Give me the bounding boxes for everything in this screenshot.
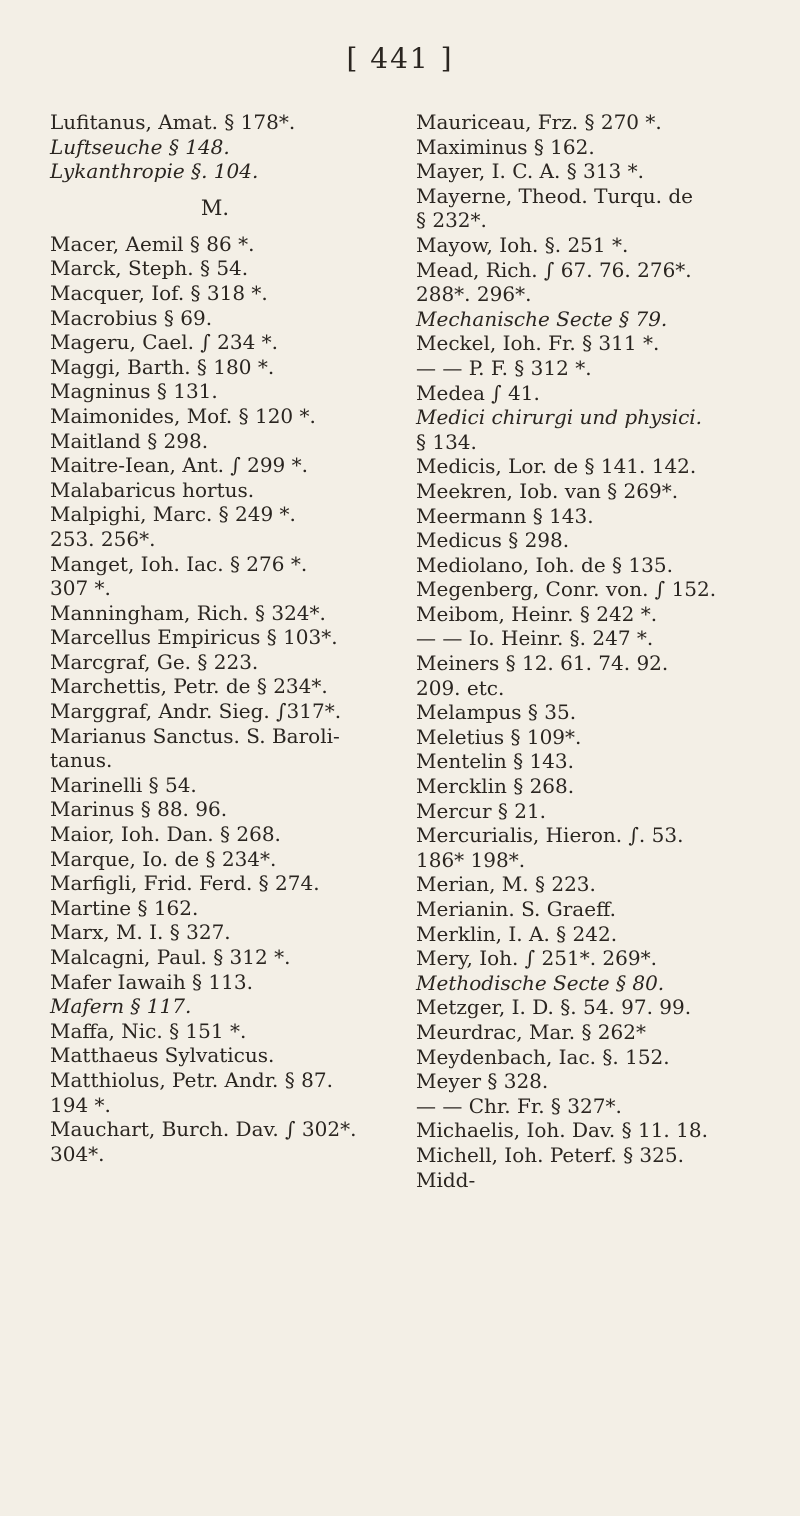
index-entry: Mauchart, Burch. Dav. ∫ 302*. (50, 1117, 357, 1142)
index-entry: Marx, M. I. § 327. (50, 920, 231, 945)
index-entry: Marinelli § 54. (50, 772, 197, 797)
index-entry: 307 *. (50, 576, 111, 601)
index-entry: Merianin. S. Graeff. (416, 897, 616, 921)
index-entry: Macer, Aemil § 86 *. (50, 231, 255, 256)
index-entry: Maitre-Iean, Ant. ∫ 299 *. (50, 453, 308, 478)
index-column-right (416, 110, 766, 1192)
index-entry: Marchettis, Petr. de § 234*. (50, 674, 328, 699)
index-entry: Manningham, Rich. § 324*. (50, 600, 326, 625)
index-entry: Mechanische Secte § 79. (416, 306, 668, 331)
index-entry: Mediolano, Ioh. de § 135. (416, 552, 673, 577)
index-entry: Mercur § 21. (416, 798, 547, 823)
letter-heading: M. (200, 195, 230, 220)
index-entry: 186* 198*. (416, 847, 526, 872)
index-entry: 288*. 296*. (416, 282, 532, 307)
index-entry: — — Chr. Fr. § 327*. (416, 1093, 622, 1118)
index-entry: Medici chirurgi und physici. (416, 405, 703, 430)
index-entry: Maffa, Nic. § 151 *. (50, 1018, 247, 1043)
index-entry: Metzger, I. D. §. 54. 97. 99. (416, 995, 692, 1020)
index-entry: tanus. (50, 748, 113, 773)
index-entry: Marinus § 88. 96. (50, 797, 228, 822)
index-entry: Mafern § 117. (50, 994, 192, 1019)
index-column-left (50, 110, 380, 1166)
index-entry: Meletius § 109*. (416, 724, 582, 749)
index-entry: Midd- (416, 1167, 476, 1192)
index-entry: Mery, Ioh. ∫ 251*. 269*. (416, 946, 657, 971)
index-entry: 253. 256*. (50, 526, 156, 551)
index-entry: Merklin, I. A. § 242. (416, 921, 618, 946)
index-entry: Malpighi, Marc. § 249 *. (50, 502, 296, 527)
index-entry: Malcagni, Paul. § 312 *. (50, 945, 291, 969)
index-entry: 194 *. (50, 1092, 111, 1117)
index-entry: Maitland § 298. (50, 428, 209, 453)
index-entry: Marck, Steph. § 54. (50, 256, 249, 281)
index-entry: Meermann § 143. (416, 503, 594, 528)
index-entry: Meurdrac, Mar. § 262* (416, 1019, 646, 1044)
index-entry: Mayer, I. C. A. § 313 *. (416, 159, 644, 184)
index-entry: Meyer § 328. (416, 1069, 549, 1094)
index-entry: Marcellus Empiricus § 103*. (50, 625, 338, 650)
index-entry: Merian, M. § 223. (416, 872, 596, 897)
index-entry: Michell, Ioh. Peterf. § 325. (416, 1142, 684, 1167)
index-entry: Marfigli, Frid. Ferd. § 274. (50, 871, 320, 896)
page-number: [ 441 ] (346, 42, 454, 75)
index-entry: Mageru, Cael. ∫ 234 *. (50, 330, 279, 355)
index-entry: Marggraf, Andr. Sieg. ∫317*. (50, 699, 342, 724)
index-entry: Methodische Secte § 80. (416, 970, 665, 995)
index-entry: § 232*. (416, 208, 487, 233)
index-entry: Megenberg, Conr. von. ∫ 152. (416, 577, 717, 602)
index-entry: Lufitanus, Amat. § 178*. (50, 110, 296, 134)
index-entry: Mauriceau, Frz. § 270 *. (416, 110, 662, 134)
index-entry: Mead, Rich. ∫ 67. 76. 276*. (416, 257, 692, 282)
index-entry: Meckel, Ioh. Fr. § 311 *. (416, 331, 660, 356)
index-entry: Mayow, Ioh. §. 251 *. (416, 232, 629, 257)
index-entry: Malabaricus hortus. (50, 477, 255, 502)
index-entry: Meekren, Iob. van § 269*. (416, 478, 679, 503)
index-entry: Mentelin § 143. (416, 749, 574, 774)
index-entry: Mercurialis, Hieron. ∫. 53. (416, 823, 684, 848)
index-entry: — — P. F. § 312 *. (416, 355, 592, 380)
index-entry: § 134. (416, 429, 477, 454)
index-entry: Melampus § 35. (416, 700, 577, 725)
index-entry: Medicus § 298. (416, 528, 570, 553)
index-entry: Lykanthropie §. 104. (50, 159, 259, 184)
index-entry: Michaelis, Ioh. Dav. § 11. 18. (416, 1118, 708, 1143)
index-entry: Macrobius § 69. (50, 305, 213, 330)
index-entry: Medicis, Lor. de § 141. 142. (416, 454, 697, 479)
index-entry: Martine § 162. (50, 895, 199, 920)
index-entry: Medea ∫ 41. (416, 380, 540, 405)
index-entry: 209. etc. (416, 675, 505, 700)
index-entry: Meiners § 12. 61. 74. 92. (416, 651, 669, 676)
index-entry: — — Io. Heinr. §. 247 *. (416, 626, 654, 651)
index-entry: Mafer Iawaih § 113. (50, 969, 253, 994)
index-entry: Mayerne, Theod. Turqu. de (416, 183, 693, 208)
index-entry: Matthiolus, Petr. Andr. § 87. (50, 1067, 333, 1092)
index-entry: 304*. (50, 1141, 105, 1166)
index-entry: Maior, Ioh. Dan. § 268. (50, 822, 281, 847)
index-entry: Macquer, Iof. § 318 *. (50, 280, 268, 305)
index-entry: Marianus Sanctus. S. Baroli- (50, 723, 340, 748)
index-entry: Maimonides, Mof. § 120 *. (50, 403, 316, 428)
index-entry: Meibom, Heinr. § 242 *. (416, 601, 658, 626)
index-entry: Marcgraf, Ge. § 223. (50, 649, 259, 674)
index-entry: Meydenbach, Iac. §. 152. (416, 1044, 670, 1069)
index-entry: Marque, Io. de § 234*. (50, 846, 277, 871)
index-entry: Manget, Ioh. Iac. § 276 *. (50, 551, 308, 576)
index-entry: Luftseuche § 148. (50, 134, 230, 159)
index-entry: Mercklin § 268. (416, 774, 575, 799)
index-entry: Maggi, Barth. § 180 *. (50, 354, 275, 379)
index-entry: Maximinus § 162. (416, 134, 595, 159)
index-entry: Magninus § 131. (50, 379, 218, 404)
index-entry: Matthaeus Sylvaticus. (50, 1043, 275, 1068)
